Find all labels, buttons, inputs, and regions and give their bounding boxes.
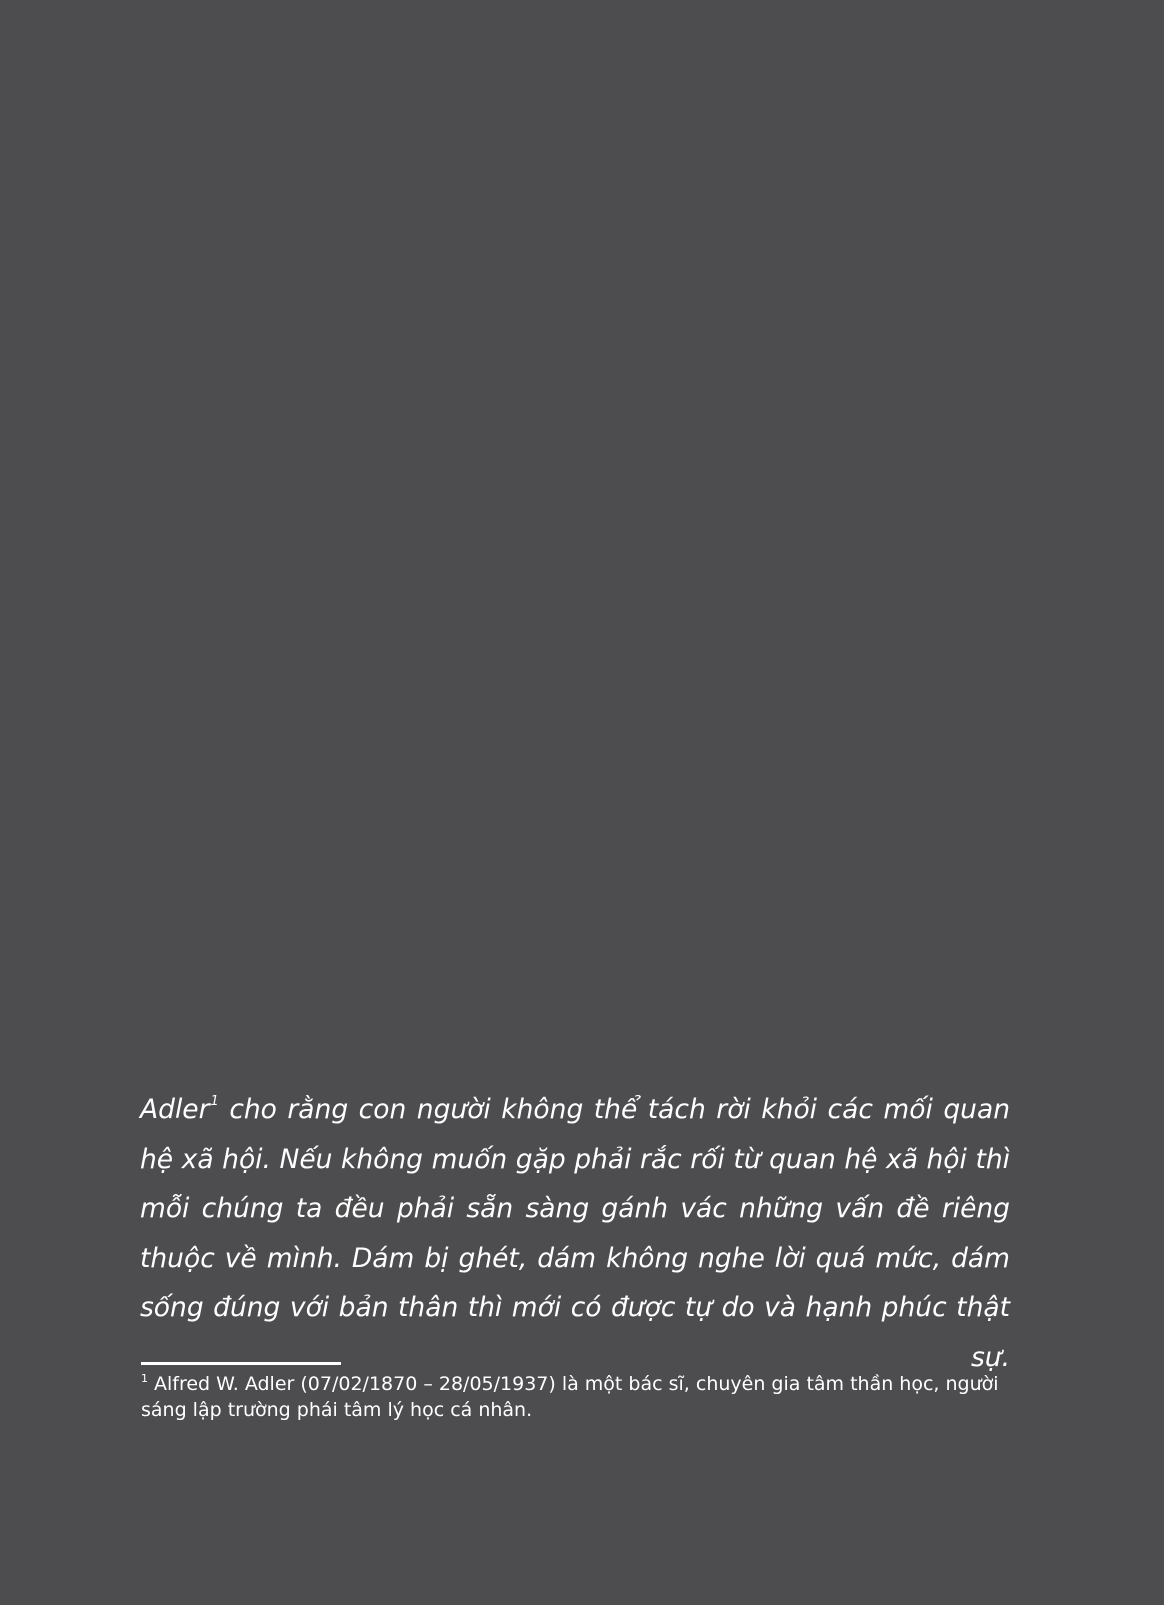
footnote-marker: 1 [141, 1372, 148, 1385]
quote-paragraph [140, 1085, 1010, 1382]
quote-lead-word: Adler [140, 1094, 210, 1125]
footnote-divider [141, 1362, 341, 1365]
quote-text: cho rằng con người không thể tách rời khỏi các mối quan hệ xã hội. Nếu không muốn gặp phải rắc rối từ quan hệ xã hội thì mỗi chúng ta đều phải sẵn sàng gánh vác những vấn đề riêng thuộc về mình. Dám bị ghét, dám không nghe lời quá mức, dám sống đúng với bản thân thì mới có được tự do và hạnh phúc thật sự. [140, 1094, 1010, 1373]
footnote-text: Alfred W. Adler (07/02/1870 – 28/05/1937) là một bác sĩ, chuyên gia tâm thần học, người sáng lập trường phái tâm lý học cá nhân. [141, 1373, 999, 1421]
footnote [141, 1371, 1011, 1423]
footnote-reference: 1 [210, 1094, 219, 1109]
